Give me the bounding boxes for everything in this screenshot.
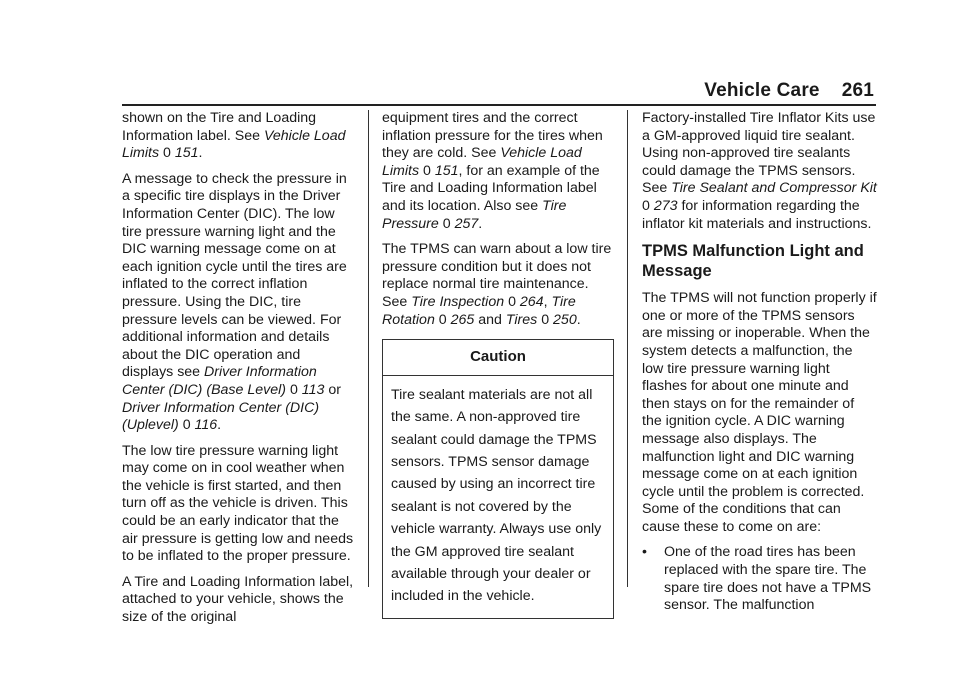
page-ref[interactable]: 265 [450,311,475,328]
page-number: 261 [841,80,874,101]
header-rule [122,104,876,106]
paragraph: The low tire pressure warning light may come on in cool weather when the vehicle is first started, and then turn off as the vehicle is driven. This could be an early indicator that the air pressure is getting low and needs to be inflated to the proper pressure. [122,442,354,565]
column-divider [627,110,628,587]
paragraph: The TPMS will not function properly if one or more of the TPMS sensors are missing or inoperable. When the system detects a malfunction, the low tire pressure warning light flashes for about one minute and then stays on for the remainder of the ignition cycle. A DIC warning message also displays. The malfunction light and DIC warning message come on at each ignition cycle until the problem is corrected. Some of the conditions that can cause these to come on are: [642,290,877,535]
section-heading: TPMS Malfunction Light and Message [642,242,864,281]
section-title: Vehicle Care [704,80,820,101]
page-ref[interactable]: 151 [434,162,459,179]
paragraph: equipment tires and the correct inflation pressure for the tires when they are cold. See Vehicle Load Limits 0 151, for an example of the Tire and Loading Information label and its location. Also see Tire Pressure 0 257. [382,110,603,232]
caution-title: Caution [383,340,613,376]
page-ref[interactable]: 113 [301,381,325,398]
page-ref[interactable]: 273 [653,197,678,214]
link-vehicle-load-limits[interactable]: Vehicle Load Limits [382,145,582,179]
paragraph: shown on the Tire and Loading Information label. See Vehicle Load Limits 0 151. [122,110,346,162]
link-dic-uplevel[interactable]: Driver Information Center (DIC) (Uplevel) [122,399,320,434]
bullet-text: One of the road tires has been replaced with the spare tire. The spare tire does not have a TPMS sensor. The malfunction [664,544,872,614]
link-vehicle-load-limits[interactable]: Vehicle Load Limits [122,127,346,162]
page-ref[interactable]: 151 [174,145,199,162]
paragraph: The TPMS can warn about a low tire pressure condition but it does not replace normal tire maintenance. See Tire Inspection 0 264, Tire Rotation 0 265 and Tires 0 250. [382,241,612,328]
bullet-mark: • [642,544,647,561]
column-1 [122,110,354,635]
link-tire-pressure[interactable]: Tire Pressure [382,197,567,232]
link-tire-inspection[interactable]: Tire Inspection [411,293,505,310]
column-2 [382,110,614,619]
caution-body: Tire sealant materials are not all the same. A non-approved tire sealant could damage the TPMS sensors. TPMS sensor damage caused by using an incorrect tire sealant is not covered by the vehicle warranty. Always use only the GM approved tire sealant available through your dealer or included in the vehicle. [391,386,602,605]
page-header [704,80,874,102]
page-ref[interactable]: 116 [194,417,218,434]
link-dic-base[interactable]: Driver Information Center (DIC) (Base Level) [122,364,317,398]
caution-box [382,339,614,619]
link-tire-sealant-kit[interactable]: Tire Sealant and Compressor Kit [671,180,877,197]
page-ref[interactable]: 257 [454,215,479,232]
page-ref[interactable]: 264 [519,293,544,310]
paragraph: A Tire and Loading Information label, attached to your vehicle, shows the size of the original [122,573,354,626]
link-tires[interactable]: Tires [505,311,538,328]
link-tire-rotation[interactable]: Tire Rotation [382,293,576,328]
page-ref[interactable]: 250 [553,311,577,328]
column-3 [642,110,877,615]
column-divider [368,110,369,587]
list-item [642,544,877,614]
paragraph: A message to check the pressure in a specific tire displays in the Driver Information Center (DIC). The low tire pressure warning light and the DIC warning message come on at each ignition cycle until the tires are inflated to the correct inflation pressure. Using the DIC, tire pressure levels can be viewed. For additional information and details about the DIC operation and displays see Driver Information Center (DIC) (Base Level) 0 113 or Driver Information Center (DIC) (Uplevel) 0 116. [122,170,347,434]
paragraph: Factory-installed Tire Inflator Kits use a GM-approved liquid tire sealant. Using non-approved tire sealants could damage the TPMS sensors. See Tire Sealant and Compressor Kit 0 273 for information regarding the inflator kit materials and instructions. [642,110,877,232]
